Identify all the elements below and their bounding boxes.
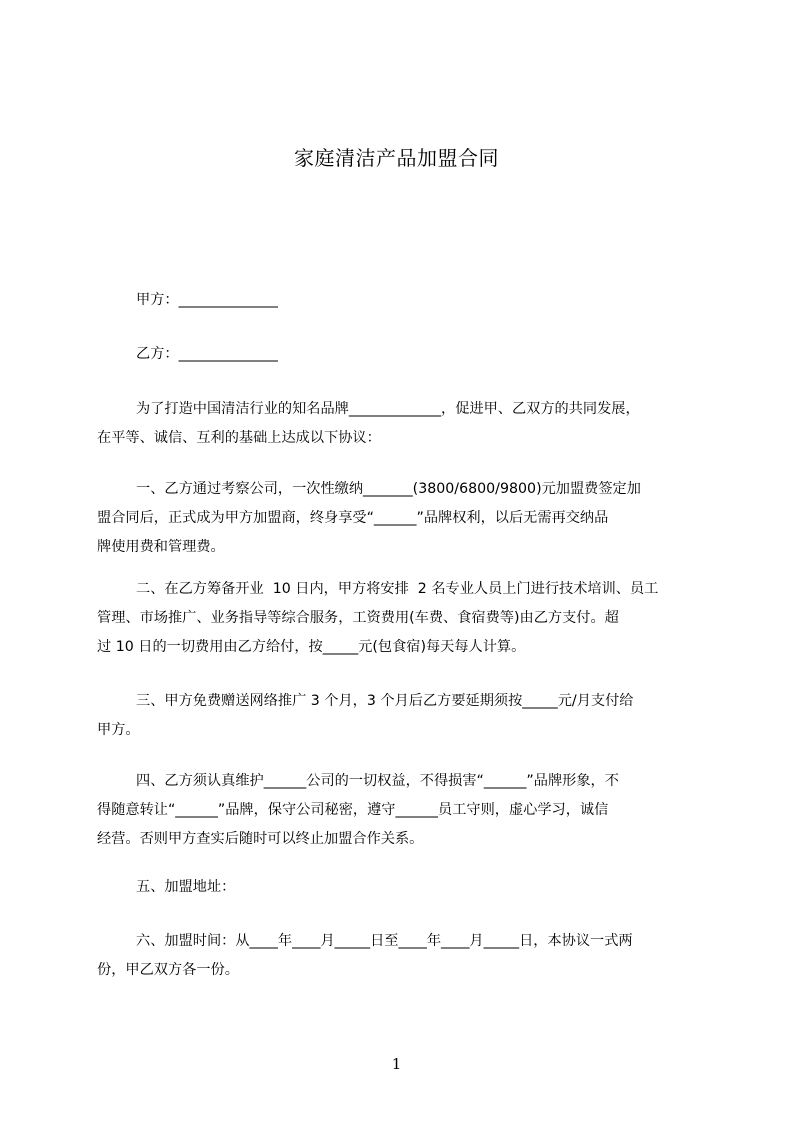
clause-1-paragraph [97,475,709,562]
clause-1-line-3: 牌使用费和管理费。 [97,539,225,555]
clause-5-line-1: 五、加盟地址： [136,879,236,895]
clause-6-line-1: 六、加盟时间：从____年____月_____日至____年____月_____日，本协议一式两 [136,933,633,949]
party-b-text: 乙方：______________ [136,346,278,362]
clause-2-line-3: 过 10 日的一切费用由乙方给付，按_____元(包食宿)每天每人计算。 [97,639,526,655]
clause-4-line-3: 经营。否则甲方查实后随时可以终止加盟合作关系。 [97,831,424,847]
party-a-text: 甲方：______________ [136,292,278,308]
party-a-line [97,286,709,315]
clause-4-paragraph [97,767,709,854]
clause-6-paragraph [97,927,709,985]
clause-6-line-2: 份，甲乙双方各一份。 [97,962,239,978]
intro-paragraph [97,395,709,453]
clause-4-line-1: 四、乙方须认真维护______公司的一切权益，不得损害“______”品牌形象，不 [136,773,619,789]
clause-2-line-1: 二、在乙方筹备开业 10 日内，甲方将安排 2 名专业人员上门进行技术培训、员工 [136,581,659,597]
clause-3-line-1: 三、甲方免费赠送网络推广 3 个月，3 个月后乙方要延期须按_____元/月支付给 [136,693,634,709]
document-title: 家庭清洁产品加盟合同 [294,146,499,170]
page-number: 1 [391,1055,402,1073]
clause-5-paragraph [97,873,709,902]
clause-1-line-2: 盟合同后，正式成为甲方加盟商，终身享受“______”品牌权利，以后无需再交纳品 [97,510,609,526]
clause-4-line-2: 得随意转让“______”品牌，保守公司秘密，遵守______员工守则，虚心学习，诚信 [97,802,609,818]
clause-3-line-2: 甲方。 [97,722,140,738]
party-b-line [97,340,709,369]
clause-2-paragraph [97,575,709,662]
clause-3-paragraph [97,687,709,745]
clause-2-line-2: 管理、市场推广、业务指导等综合服务，工资费用(车费、食宿费等)由乙方支付。超 [97,610,619,626]
clause-1-line-1: 一、乙方通过考察公司，一次性缴纳_______(3800/6800/9800)元加盟费签定加 [136,481,641,497]
intro-line-2: 在平等、诚信、互利的基础上达成以下协议： [97,430,381,446]
intro-line-1: 为了打造中国清洁行业的知名品牌_____________，促进甲、乙双方的共同发展， [136,401,640,417]
